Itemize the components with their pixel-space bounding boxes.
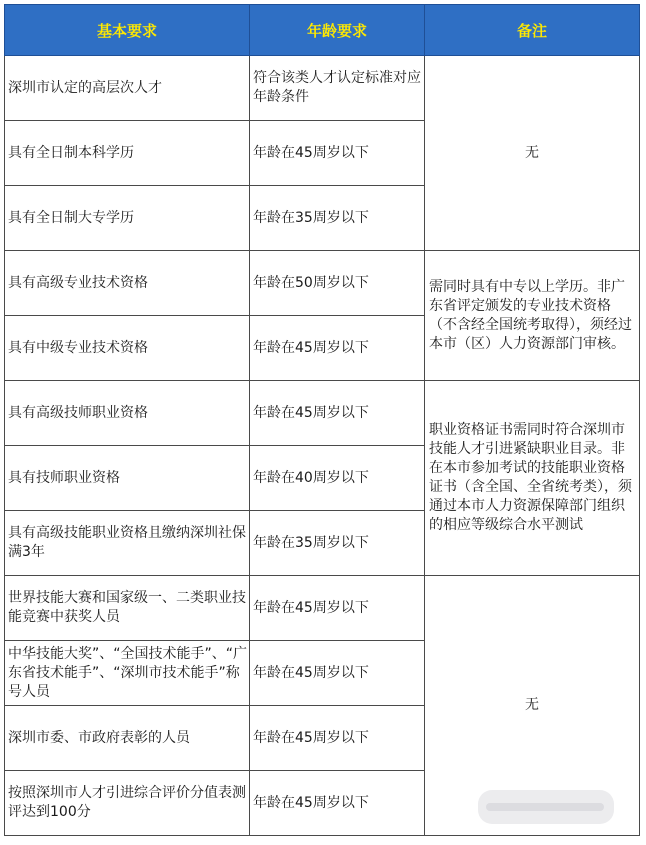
age-cell: 年龄在45周岁以下 — [250, 706, 425, 771]
requirement-cell: 具有全日制大专学历 — [5, 186, 250, 251]
blurred-watermark — [478, 790, 614, 824]
age-cell: 年龄在45周岁以下 — [250, 381, 425, 446]
note-cell: 需同时具有中专以上学历。非广东省评定颁发的专业技术资格（不含经全国统考取得），须经过本市（区）人力资源部门审核。 — [425, 251, 640, 381]
age-cell: 年龄在35周岁以下 — [250, 186, 425, 251]
table-row — [5, 56, 640, 121]
table-row — [5, 381, 640, 446]
note-cell: 无 — [425, 56, 640, 251]
age-cell: 年龄在45周岁以下 — [250, 771, 425, 836]
note-cell: 无 — [425, 576, 640, 836]
age-cell: 年龄在35周岁以下 — [250, 511, 425, 576]
age-cell: 年龄在45周岁以下 — [250, 316, 425, 381]
header-remarks: 备注 — [425, 5, 640, 56]
requirements-table — [4, 4, 640, 836]
requirement-cell: 深圳市认定的高层次人才 — [5, 56, 250, 121]
requirement-cell: 中华技能大奖”、“全国技术能手”、“广东省技术能手”、“深圳市技术能手”称号人员 — [5, 641, 250, 706]
age-cell: 年龄在45周岁以下 — [250, 641, 425, 706]
requirements-table-wrap — [4, 4, 640, 836]
requirement-cell: 按照深圳市人才引进综合评价分值表测评达到100分 — [5, 771, 250, 836]
age-cell: 年龄在40周岁以下 — [250, 446, 425, 511]
requirement-cell: 具有高级技师职业资格 — [5, 381, 250, 446]
table-row — [5, 251, 640, 316]
header-row — [5, 5, 640, 56]
requirement-cell: 具有技师职业资格 — [5, 446, 250, 511]
note-cell: 职业资格证书需同时符合深圳市技能人才引进紧缺职业目录。非在本市参加考试的技能职业资格证书（含全国、全省统考类），须通过本市人力资源保障部门组织的相应等级综合水平测试 — [425, 381, 640, 576]
requirement-cell: 世界技能大赛和国家级一、二类职业技能竞赛中获奖人员 — [5, 576, 250, 641]
requirement-cell: 深圳市委、市政府表彰的人员 — [5, 706, 250, 771]
requirement-cell: 具有全日制本科学历 — [5, 121, 250, 186]
header-basic-requirement: 基本要求 — [5, 5, 250, 56]
age-cell: 符合该类人才认定标准对应年龄条件 — [250, 56, 425, 121]
requirement-cell: 具有高级专业技术资格 — [5, 251, 250, 316]
requirement-cell: 具有中级专业技术资格 — [5, 316, 250, 381]
watermark-bar — [486, 803, 604, 811]
requirement-cell: 具有高级技能职业资格且缴纳深圳社保满3年 — [5, 511, 250, 576]
header-age-requirement: 年龄要求 — [250, 5, 425, 56]
age-cell: 年龄在50周岁以下 — [250, 251, 425, 316]
age-cell: 年龄在45周岁以下 — [250, 121, 425, 186]
age-cell: 年龄在45周岁以下 — [250, 576, 425, 641]
table-row — [5, 576, 640, 641]
